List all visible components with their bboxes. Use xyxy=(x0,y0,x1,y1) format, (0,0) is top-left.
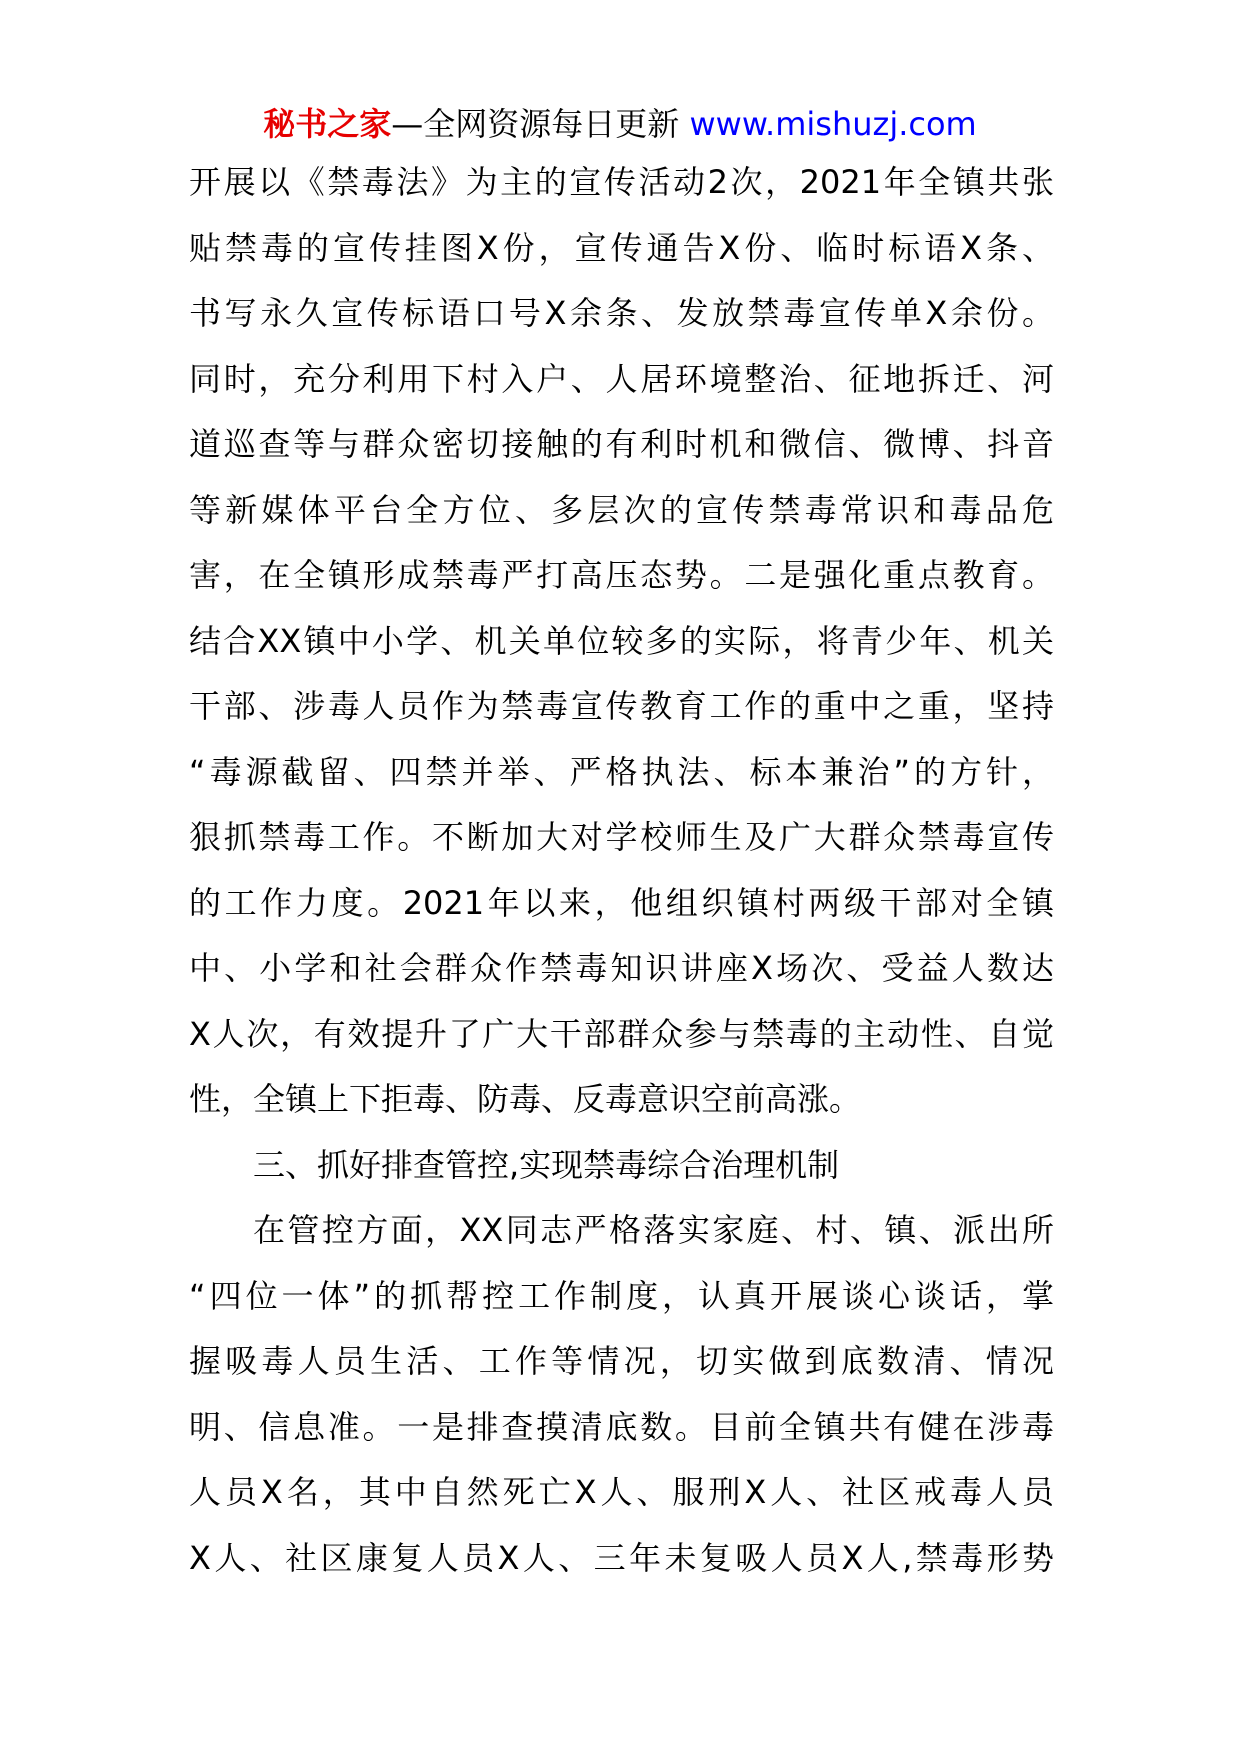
header-slogan: —全网资源每日更新 xyxy=(391,105,680,143)
body-line: 的工作力度。2021年以来，他组织镇村两级干部对全镇 xyxy=(189,883,1054,922)
site-url-link[interactable]: www.mishuzj.com xyxy=(689,105,977,143)
body-line: 明、信息准。一是排查摸清底数。目前全镇共有健在涉毒 xyxy=(189,1407,1054,1446)
body-line: 贴禁毒的宣传挂图X份，宣传通告X份、临时标语X条、 xyxy=(189,228,1054,267)
body-line: 结合XX镇中小学、机关单位较多的实际，将青少年、机关 xyxy=(189,621,1054,660)
body-line: 握吸毒人员生活、工作等情况，切实做到底数清、情况 xyxy=(189,1342,1054,1380)
body-line: 狠抓禁毒工作。不断加大对学校师生及广大群众禁毒宣传 xyxy=(189,818,1054,856)
body-line: 中、小学和社会群众作禁毒知识讲座X场次、受益人数达 xyxy=(189,949,1054,987)
body-line: X人、社区康复人员X人、三年未复吸人员X人,禁毒形势 xyxy=(189,1538,1054,1577)
body-line: 道巡查等与群众密切接触的有利时机和微信、微博、抖音 xyxy=(189,425,1054,463)
body-line: “四位一体”的抓帮控工作制度，认真开展谈心谈话，掌 xyxy=(189,1276,1054,1315)
body-line: 在管控方面，XX同志严格落实家庭、村、镇、派出所 xyxy=(253,1211,1054,1249)
body-line: 开展以《禁毒法》为主的宣传活动2次，2021年全镇共张 xyxy=(189,163,1054,201)
body-line: 同时，充分利用下村入户、人居环境整治、征地拆迁、河 xyxy=(189,359,1054,398)
body-line: 人员X名，其中自然死亡X人、服刑X人、社区戒毒人员 xyxy=(189,1473,1054,1511)
section-heading: 三、抓好排查管控,实现禁毒综合治理机制 xyxy=(253,1145,840,1184)
document-body xyxy=(189,158,1054,1599)
body-line: 干部、涉毒人员作为禁毒宣传教育工作的重中之重，坚持 xyxy=(189,687,1054,725)
body-line: 害，在全镇形成禁毒严打高压态势。二是强化重点教育。 xyxy=(189,556,1054,594)
page-header xyxy=(0,100,1240,148)
body-line: “毒源截留、四禁并举、严格执法、标本兼治”的方针， xyxy=(189,752,1054,791)
body-line: X人次，有效提升了广大干部群众参与禁毒的主动性、自觉 xyxy=(189,1014,1054,1053)
brand-name: 秘书之家 xyxy=(263,105,392,143)
body-line: 等新媒体平台全方位、多层次的宣传禁毒常识和毒品危 xyxy=(189,490,1054,529)
body-line: 书写永久宣传标语口号X余条、发放禁毒宣传单X余份。 xyxy=(189,294,1054,332)
body-line: 性，全镇上下拒毒、防毒、反毒意识空前高涨。 xyxy=(189,1080,862,1118)
